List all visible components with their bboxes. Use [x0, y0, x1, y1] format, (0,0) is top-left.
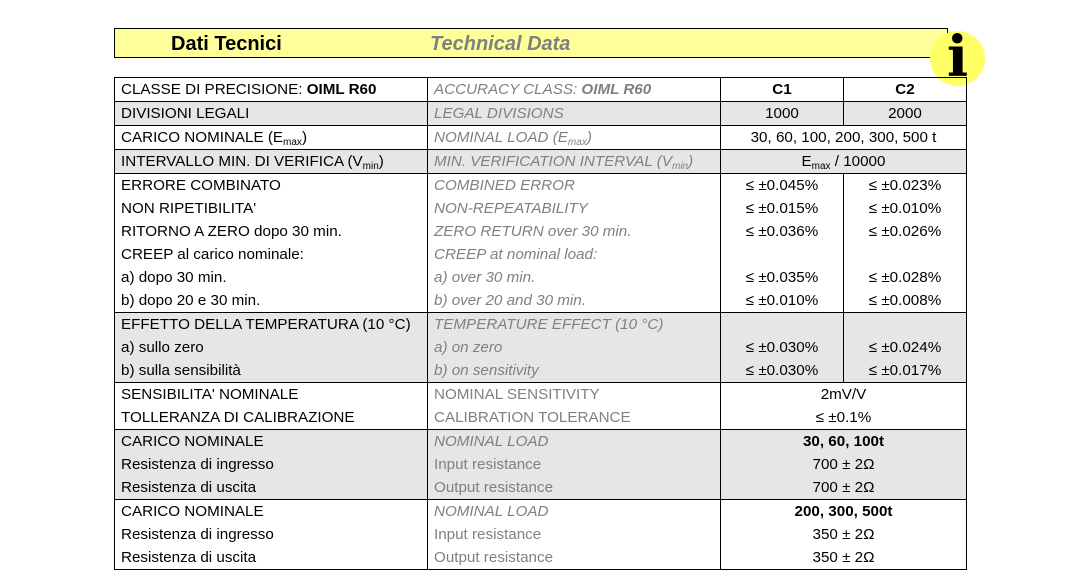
vmin-label-en: MIN. VERIFICATION INTERVAL $(V_{min})$ [428, 150, 721, 174]
divisions-c2: 2000 [844, 102, 967, 126]
class-c1-header: C1 [721, 78, 844, 102]
nominal-load-row [115, 126, 967, 150]
load-group-2-labels-it: CARICO NOMINALE Resistenza di ingresso Resistenza di uscita [115, 500, 428, 570]
load-group-1-values: 30, 60, 100t 700 ± 2Ω 700 ± 2Ω [721, 430, 967, 500]
accuracy-row [115, 78, 967, 102]
temperature-c1: ≤ ±0.030% ≤ ±0.030% [721, 313, 844, 383]
accuracy-label-it: CLASSE DI PRECISIONE: OIML R60 [115, 78, 428, 102]
load-group-2-labels-en: NOMINAL LOAD Input resistance Output resistance [428, 500, 721, 570]
accuracy-label-en: ACCURACY CLASS: OIML R60 [428, 78, 721, 102]
sensitivity-labels-en: NOMINAL SENSITIVITY CALIBRATION TOLERANCE [428, 383, 721, 430]
load-group-2-values: 200, 300, 500t 350 ± 2Ω 350 ± 2Ω [721, 500, 967, 570]
divisions-label-en: LEGAL DIVISIONS [428, 102, 721, 126]
load-group-1-row [115, 430, 967, 500]
load-group-2-row [115, 500, 967, 570]
errors-labels-en: COMBINED ERROR NON-REPEATABILITY ZERO RETURN over 30 min. CREEP at nominal load: a) over 30 min. b) over 20 and 30 min. [428, 174, 721, 313]
errors-row [115, 174, 967, 313]
title-english: Technical Data [430, 33, 571, 55]
errors-c2: ≤ ±0.023% ≤ ±0.010% ≤ ±0.026% ≤ ±0.028% ≤ ±0.008% [844, 174, 967, 313]
class-c2-header: C2 [844, 78, 967, 102]
divisions-c1: 1000 [721, 102, 844, 126]
temperature-labels-en: TEMPERATURE EFFECT (10 °C) a) on zero b) on sensitivity [428, 313, 721, 383]
vmin-label-it: INTERVALLO MIN. DI VERIFICA $(V_{min})$ [115, 150, 428, 174]
errors-c1: ≤ ±0.045% ≤ ±0.015% ≤ ±0.036% ≤ ±0.035% ≤ ±0.010% [721, 174, 844, 313]
title-italian: Dati Tecnici [171, 33, 282, 55]
sensitivity-values: 2mV/V ≤ ±0.1% [721, 383, 967, 430]
load-group-1-labels-en: NOMINAL LOAD Input resistance Output resistance [428, 430, 721, 500]
load-group-1-labels-it: CARICO NOMINALE Resistenza di ingresso Resistenza di uscita [115, 430, 428, 500]
temperature-row [115, 313, 967, 383]
sensitivity-labels-it: SENSIBILITA' NOMINALE TOLLERANZA DI CALIBRAZIONE [115, 383, 428, 430]
errors-labels-it: ERRORE COMBINATO NON RIPETIBILITA' RITORNO A ZERO dopo 30 min. CREEP al carico nominale: a) dopo 30 min. b) dopo 20 e 30 min. [115, 174, 428, 313]
sensitivity-row [115, 383, 967, 430]
divisions-label-it: DIVISIONI LEGALI [115, 102, 428, 126]
technical-data-table [114, 77, 967, 570]
nominal-load-label-en: NOMINAL LOAD $(E_{max})$ [428, 126, 721, 150]
vmin-value: $E_{max} / 10000$ [721, 150, 967, 174]
nominal-load-label-it: CARICO NOMINALE $(E_{max})$ [115, 126, 428, 150]
divisions-row [115, 102, 967, 126]
temperature-c2: ≤ ±0.024% ≤ ±0.017% [844, 313, 967, 383]
nominal-load-value: 30, 60, 100, 200, 300, 500 t [721, 126, 967, 150]
temperature-labels-it: EFFETTO DELLA TEMPERATURA (10 °C) a) sullo zero b) sulla sensibilità [115, 313, 428, 383]
info-icon: i [930, 31, 985, 86]
vmin-row [115, 150, 967, 174]
section-header [114, 28, 948, 58]
